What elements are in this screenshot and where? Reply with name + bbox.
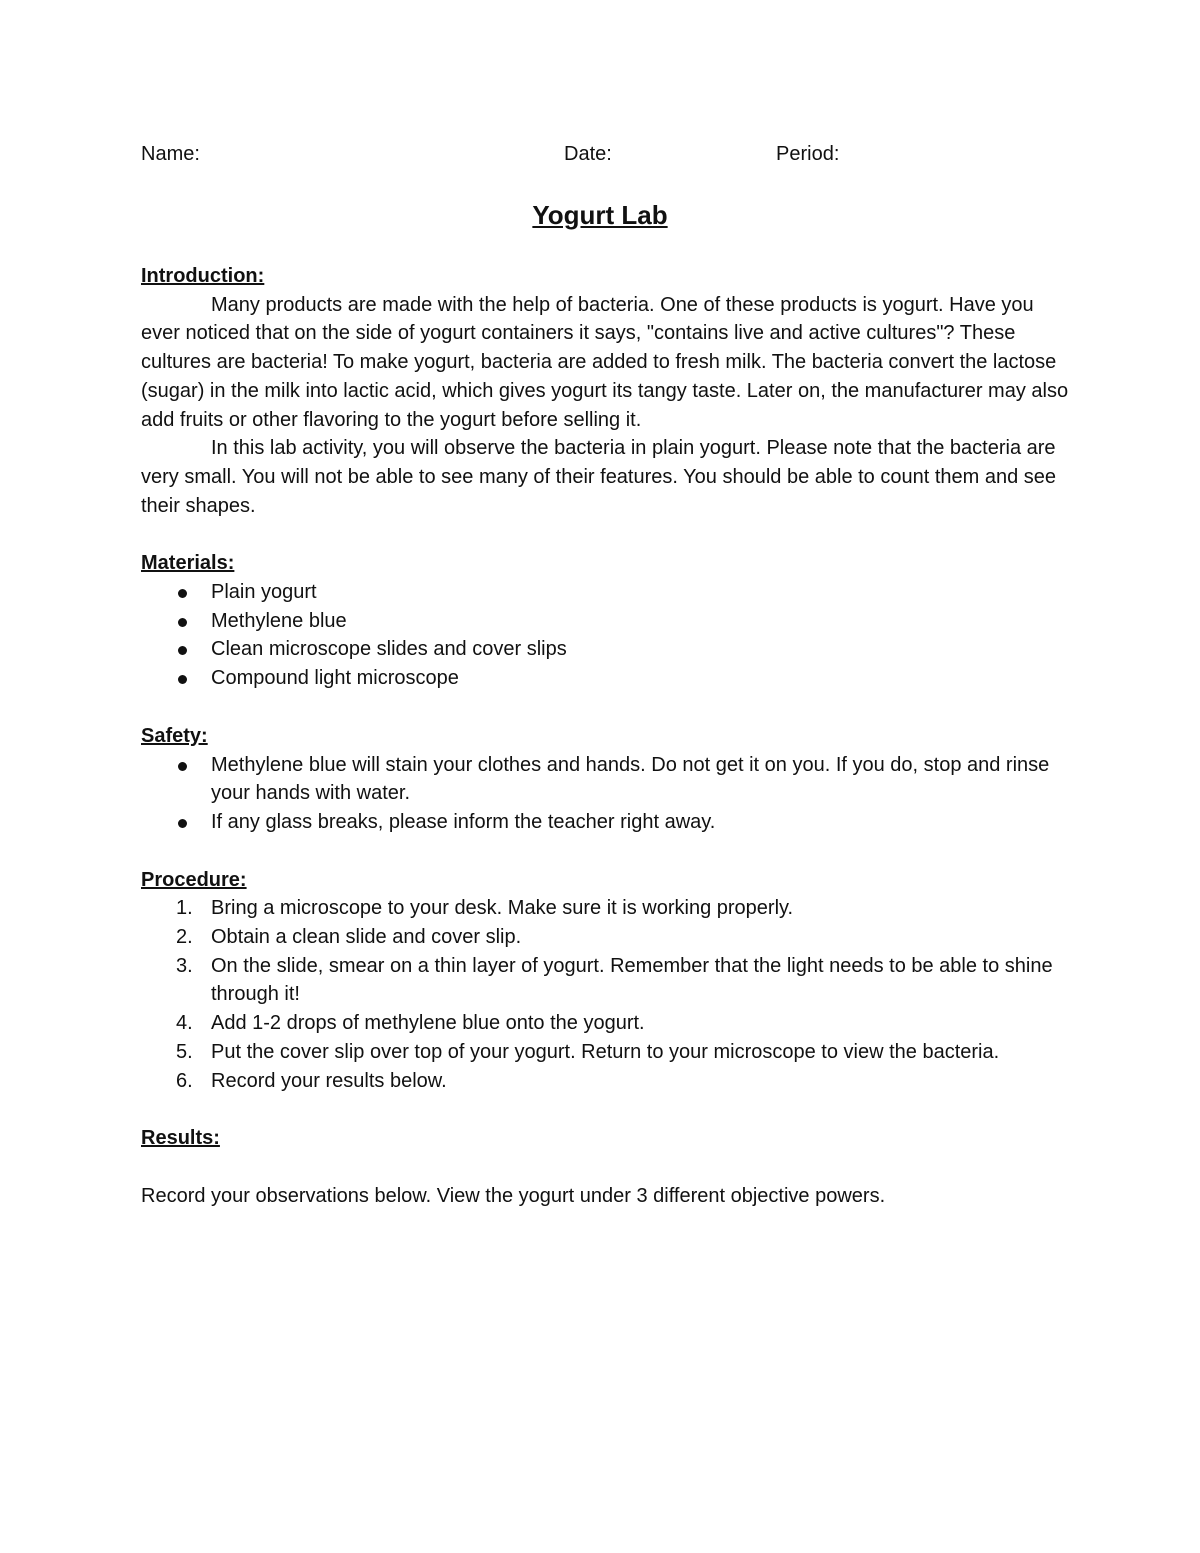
list-item: Plain yogurt — [141, 578, 1071, 607]
bullet-icon — [178, 762, 187, 771]
results-heading: Results: — [141, 1127, 220, 1150]
procedure-step: 3. On the slide, smear on a thin layer of yogurt. Remember that the light needs to be able to shine through it! — [176, 954, 1053, 1006]
procedure-step: 4. Add 1-2 drops of methylene blue onto the yogurt. — [176, 1012, 645, 1035]
bullet-icon — [178, 618, 187, 627]
materials-heading: Materials: — [141, 552, 235, 575]
procedure-heading: Procedure: — [141, 868, 247, 891]
document-title: Yogurt Lab — [532, 200, 668, 230]
procedure-step: 2. Obtain a clean slide and cover slip. — [176, 926, 522, 949]
procedure-list — [141, 894, 1071, 1095]
introduction-paragraph-1: Many products are made with the help of bacteria. One of these products is yogurt. Have you ever noticed that on the side of yogurt containers it says, "contains live and active cultures"? These cultures are bacteria! To make yogurt, bacteria are added to fresh milk. The bacteria convert the lactose (sugar) in the milk into lactic acid, which gives yogurt its tangy taste. Later on, the manufacturer may also add fruits or other flavoring to the yogurt before selling it. — [141, 293, 1069, 431]
bullet-icon — [178, 675, 187, 684]
document-body — [141, 262, 1071, 1211]
list-item: Methylene blue will stain your clothes and hands. Do not get it on you. If you do, stop and rinse your hands with water. — [141, 751, 1071, 808]
materials-list — [141, 578, 1071, 693]
introduction-paragraph-2: In this lab activity, you will observe the bacteria in plain yogurt. Please note that the bacteria are very small. You will not be able to see many of their features. You should be able to count them and see their shapes. — [141, 437, 1057, 517]
procedure-step: 6. Record your results below. — [176, 1069, 447, 1092]
list-item: If any glass breaks, please inform the teacher right away. — [141, 808, 1071, 837]
bullet-icon — [178, 646, 187, 655]
introduction-heading: Introduction: — [141, 265, 265, 287]
procedure-step: 1. Bring a microscope to your desk. Make sure it is working properly. — [176, 897, 794, 920]
safety-heading: Safety: — [141, 724, 208, 747]
period-label: Period: — [776, 143, 840, 165]
procedure-step: 5. Put the cover slip over top of your yogurt. Return to your microscope to view the bacteria. — [176, 1040, 1000, 1063]
list-item: Methylene blue — [141, 607, 1071, 636]
student-info-header — [0, 140, 1200, 170]
name-label: Name: — [141, 143, 200, 165]
bullet-icon — [178, 819, 187, 828]
bullet-icon — [178, 589, 187, 598]
results-instruction: Record your observations below. View the yogurt under 3 different objective powers. — [141, 1184, 886, 1207]
date-label: Date: — [564, 143, 612, 165]
list-item: Clean microscope slides and cover slips — [141, 635, 1071, 664]
safety-list — [141, 751, 1071, 837]
list-item: Compound light microscope — [141, 664, 1071, 693]
